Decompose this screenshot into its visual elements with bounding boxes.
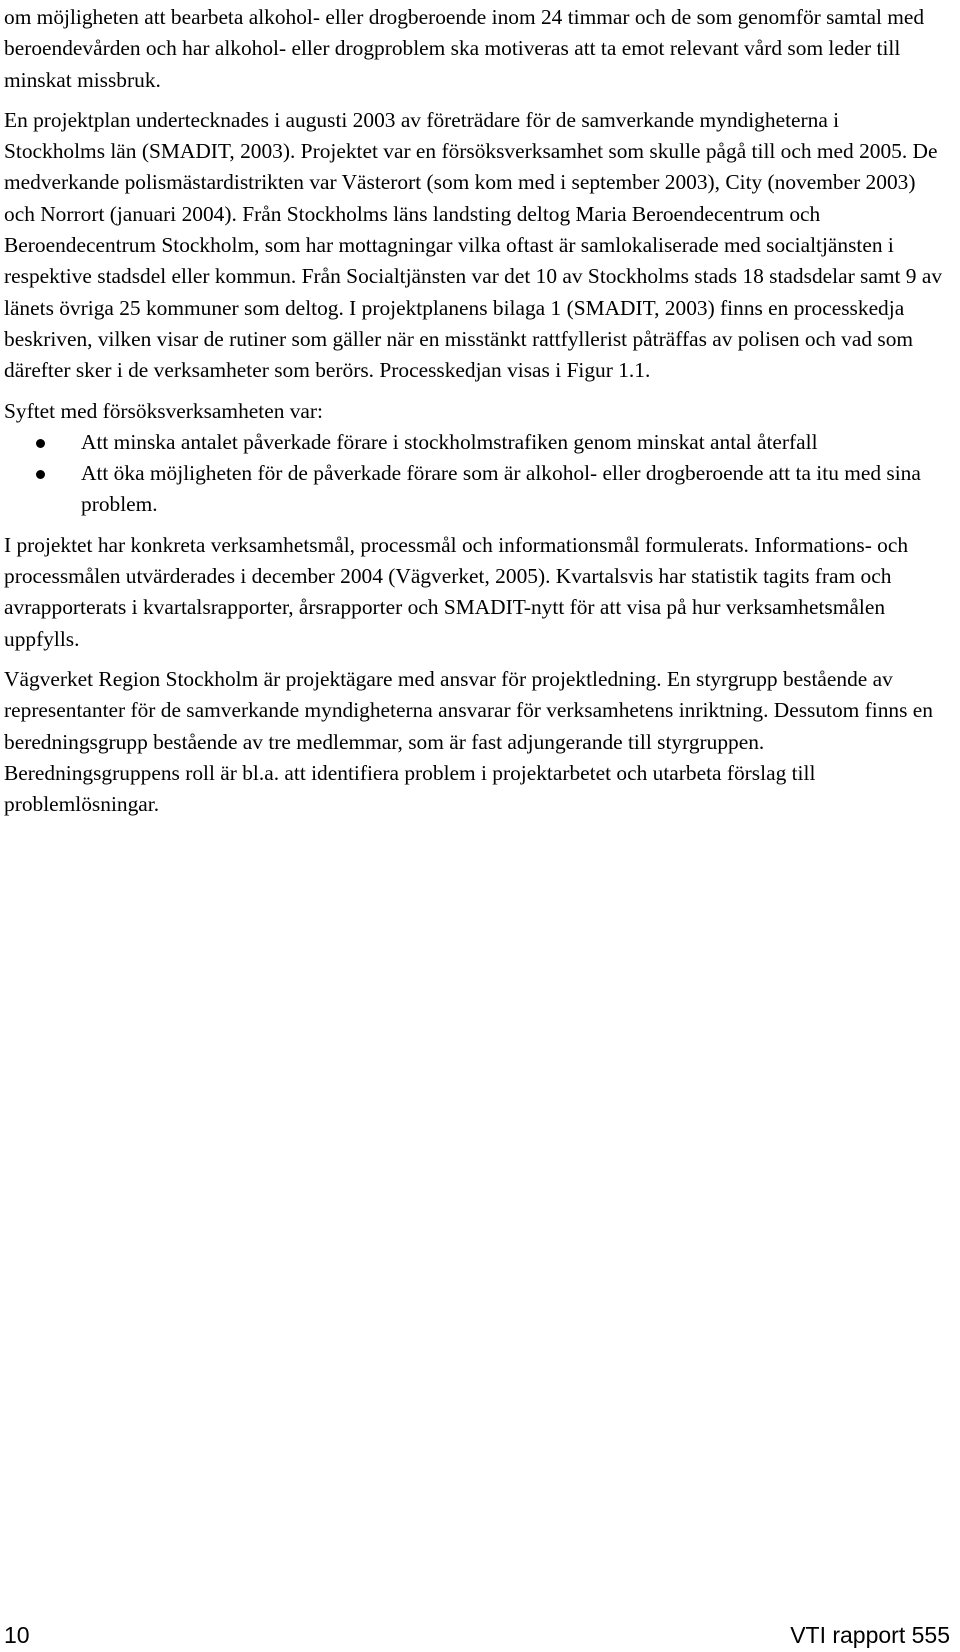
bullet-icon bbox=[36, 439, 45, 448]
list-item bbox=[4, 458, 944, 521]
page-number: 10 bbox=[4, 1622, 30, 1648]
purpose-list bbox=[4, 427, 944, 521]
bullet-icon bbox=[36, 470, 45, 479]
page-footer bbox=[0, 1618, 950, 1652]
document-body bbox=[4, 2, 944, 820]
list-item-text: Att minska antalet påverkade förare i stockholmstrafiken genom minskat antal återfall bbox=[81, 429, 818, 454]
paragraph-goals: I projektet har konkreta verksamhetsmål, processmål och informationsmål formulerats. Informations- och processmålen utvärderades i december 2004 (Vägverket, 2005). Kvartalsvis har statistik tagits fram och avrapporterats i kvartalsrapporter, årsrapporter och SMADIT-nytt för att visa på hur verksamhetsmålen uppfylls. bbox=[4, 532, 909, 651]
paragraph-project-plan: En projektplan undertecknades i augusti 2003 av företrädare för de samverkande myndigheterna i Stockholms län (SMADIT, 2003). Projektet var en försöksverksamhet som skulle pågå till och med 2005. De medverkande polismästardistrikten var Västerort (som kom med i september 2003), City (november 2003) och Norrort (januari 2004). Från Stockholms läns landsting deltog Maria Beroendecentrum och Beroendecentrum Stockholm, som har mottagningar vilka oftast är samlokaliserade med socialtjänsten i respektive stadsdel eller kommun. Från Socialtjänsten var det 10 av Stockholms stads 18 stadsdelar samt 9 av länets övriga 25 kommuner som deltog. I projektplanens bilaga 1 (SMADIT, 2003) finns en processkedja beskriven, vilken visar de rutiner som gäller när en misstänkt rattfyllerist påträffas av polisen och vad som därefter sker i de verksamheter som berörs. Processkedjan visas i Figur 1.1. bbox=[4, 107, 943, 383]
paragraph-continuation: om möjligheten att bearbeta alkohol- eller drogberoende inom 24 timmar och de som genomför samtal med beroendevården och har alkohol- eller drogproblem ska motiveras att ta emot relevant vård som leder till minskat missbruk. bbox=[4, 5, 925, 92]
list-item bbox=[4, 427, 944, 458]
list-item-text: Att öka möjligheten för de påverkade förare som är alkohol- eller drogberoende att ta itu med sina problem. bbox=[81, 461, 921, 517]
paragraph-organisation: Vägverket Region Stockholm är projektägare med ansvar för projektledning. En styrgrupp bestående av representanter för de samverkande myndigheterna ansvarar för verksamhetens inriktning. Dessutom finns en beredningsgrupp bestående av tre medlemmar, som är fast adjungerande till styrgruppen. Beredningsgruppens roll är bl.a. att identifiera problem i projektarbetet och utarbeta förslag till problemlösningar. bbox=[4, 666, 933, 817]
purpose-intro: Syftet med försöksverksamheten var: bbox=[4, 398, 323, 423]
report-name: VTI rapport 555 bbox=[790, 1622, 950, 1648]
